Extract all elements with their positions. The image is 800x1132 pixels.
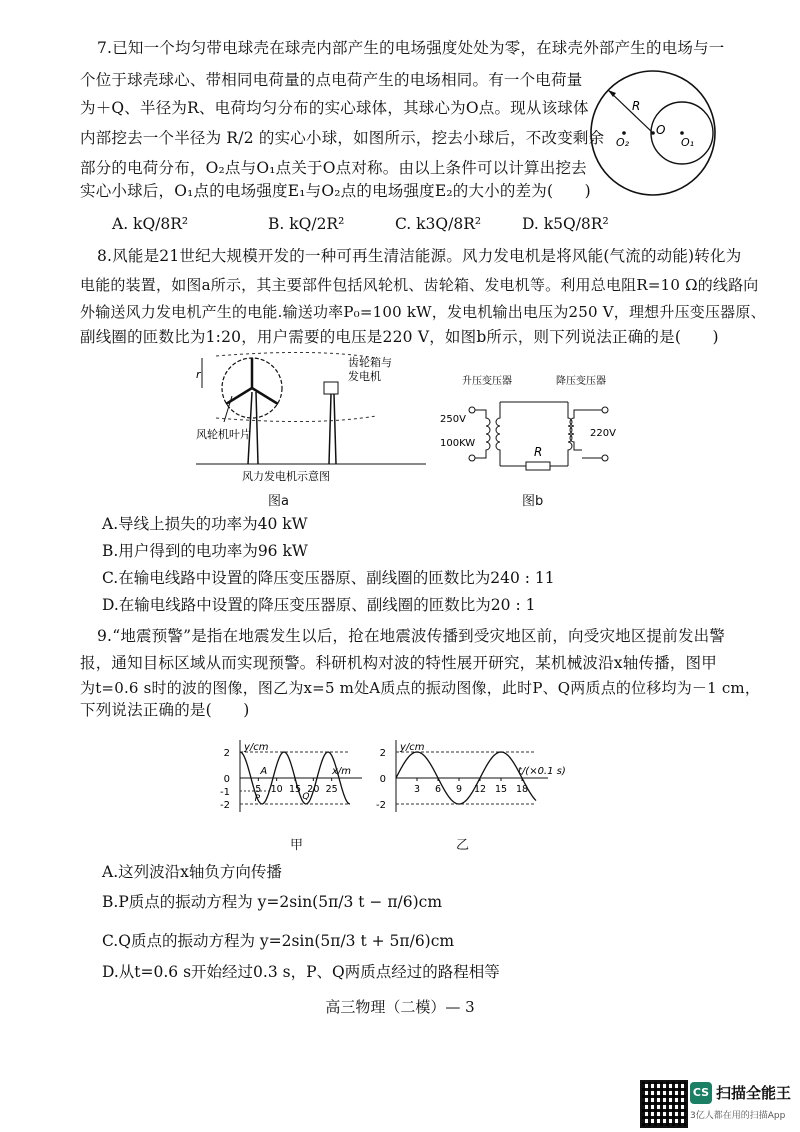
x-tick-label: 3: [413, 784, 421, 795]
x-tick-label: 9: [455, 784, 463, 795]
x-tick-label: 6: [434, 784, 442, 795]
page-footer: 高三物理（二模）— 3: [325, 998, 475, 1016]
q8-line-2: 电能的装置，如图a所示，其主要部件包括风轮机、齿轮箱、发电机等。利用总电阻R=10 Ω的线路向: [80, 276, 759, 294]
chart-jia-title: 甲: [290, 838, 304, 853]
q9-option-b[interactable]: B.P质点的振动方程为 y=2sin(5π/3 t − π/6)cm: [102, 893, 443, 911]
x-tick-label: 5: [255, 784, 262, 795]
q7-option-b[interactable]: B. kQ/2R²: [268, 215, 345, 233]
q8a-label-r: r: [196, 368, 201, 381]
q7-label-o2: O₂: [616, 136, 630, 149]
scanner-app-name: 扫描全能王: [716, 1084, 792, 1102]
q7-line-6: 实心小球后，O₁点的电场强度E₁与O₂点的电场强度E₂的大小的差为( ): [80, 182, 591, 200]
x-tick-label: 20: [307, 784, 320, 795]
x-axis-label: x/m: [332, 766, 352, 777]
wave-chart-jia: [216, 728, 376, 828]
y-tick-label: 2: [379, 748, 386, 759]
q9-option-a[interactable]: A.这列波沿x轴负方向传播: [102, 863, 282, 881]
q8a-label-gear: 齿轮箱与: [348, 356, 392, 369]
q7-option-c[interactable]: C. k3Q/8R²: [395, 215, 482, 233]
q9-option-d[interactable]: D.从t=0.6 s开始经过0.3 s，P、Q两质点经过的路程相等: [102, 963, 500, 981]
x-tick-label: 12: [473, 784, 487, 795]
point-a-label: A: [260, 766, 268, 777]
y-tick-label: -2: [376, 800, 386, 811]
q7-option-a[interactable]: A. kQ/8R²: [112, 215, 189, 233]
q8a-label-gen: 发电机: [348, 370, 381, 383]
q7-sphere-figure: [586, 66, 720, 200]
q9-line-4: 下列说法正确的是( ): [80, 701, 250, 719]
q8b-label-vout: 220V: [590, 428, 616, 439]
y-tick-label: -2: [220, 800, 230, 811]
q8-caption-b: 图b: [522, 494, 544, 509]
x-axis-label: t/(×0.1 s): [518, 766, 566, 777]
q8b-label-vin: 250V: [440, 414, 466, 425]
scanner-logo-icon: CS: [690, 1082, 712, 1104]
y-tick-label: 0: [223, 774, 230, 785]
q8b-label-stepup: 升压变压器: [462, 376, 512, 387]
y-tick-label: 2: [223, 748, 230, 759]
y-axis-label: y/cm: [244, 742, 269, 753]
y-tick-label: 0: [379, 774, 386, 785]
q9-line-2: 报，通知目标区域从而实现预警。科研机构对波的特性展开研究，某机械波沿x轴传播，图甲: [80, 654, 717, 672]
q8b-label-pin: 100KW: [440, 438, 476, 449]
q8-option-a[interactable]: A.导线上损失的功率为40 kW: [102, 515, 308, 533]
q8-figure-b: [440, 372, 630, 472]
q8-option-d[interactable]: D.在输电线路中设置的降压变压器原、副线圈的匝数比为20 : 1: [102, 596, 536, 614]
q7-line-3: 为＋Q、半径为R、电荷均匀分布的实心球体，其球心为O点。现从该球体: [80, 99, 589, 117]
q8b-label-r: R: [534, 445, 543, 459]
q8-figure-a: [196, 352, 426, 492]
scanner-app-tagline: 3亿人都在用的扫描App: [690, 1111, 786, 1121]
q8-option-b[interactable]: B.用户得到的电功率为96 kW: [102, 542, 308, 560]
x-tick-label: 25: [325, 784, 338, 795]
q8b-label-stepdown: 降压变压器: [556, 376, 606, 387]
q8a-title: 风力发电机示意图: [242, 470, 330, 483]
x-tick-label: 15: [288, 784, 302, 795]
point-q-label: Q: [302, 792, 310, 802]
q7-option-d[interactable]: D. k5Q/8R²: [522, 215, 609, 233]
q7-line-2: 个位于球壳球心、带相同电荷量的点电荷产生的电场相同。有一个电荷量: [80, 71, 583, 89]
q7-line-1: 7.已知一个均匀带电球壳在球壳内部产生的电场强度处处为零，在球壳外部产生的电场与一: [97, 39, 725, 57]
q7-line-4: 内部挖去一个半径为 R/2 的实心小球，如图所示，挖去小球后，不改变剩余: [80, 129, 605, 147]
q8a-label-blade: 风轮机叶片: [196, 428, 251, 441]
q8-caption-a: 图a: [268, 494, 289, 509]
q7-label-r: R: [632, 99, 641, 113]
q8-line-1: 8.风能是21世纪大规模开发的一种可再生清洁能源。风力发电机是将风能(气流的动能)转化为: [97, 247, 742, 265]
qr-code-icon: [640, 1080, 688, 1128]
q7-label-o: O: [656, 123, 666, 137]
q9-line-3: 为t=0.6 s时的波的图像，图乙为x=5 m处A质点的振动图像，此时P、Q两质点的位移均为－1 cm，: [80, 679, 761, 697]
q8-line-3: 外输送风力发电机产生的电能.输送功率P₀=100 kW，发电机输出电压为250 V，理想升压变压器原、: [80, 303, 766, 321]
wave-chart-yi: [376, 728, 572, 828]
x-tick-label: 10: [270, 784, 283, 795]
q9-line-1: 9.“地震预警”是指在地震发生以后，抢在地震波传播到受灾地区前，向受灾地区提前发出警: [97, 627, 726, 645]
point-p-label: P: [254, 794, 261, 804]
q9-option-c[interactable]: C.Q质点的振动方程为 y=2sin(5π/3 t + 5π/6)cm: [102, 932, 455, 950]
q7-label-o1: O₁: [681, 136, 695, 149]
chart-yi-title: 乙: [456, 838, 470, 853]
y-axis-label: y/cm: [400, 742, 425, 753]
q7-line-5: 部分的电荷分布，O₂点与O₁点关于O点对称。由以上条件可以计算出挖去: [80, 159, 587, 177]
q8-option-c[interactable]: C.在输电线路中设置的降压变压器原、副线圈的匝数比为240 : 11: [102, 569, 555, 587]
x-tick-label: 15: [494, 784, 508, 795]
y-tick-label: -1: [220, 787, 230, 798]
x-tick-label: 18: [515, 784, 529, 795]
q8-line-4: 副线圈的匝数比为1:20，用户需要的电压是220 V，如图b所示，则下列说法正确的是( ): [80, 328, 719, 346]
